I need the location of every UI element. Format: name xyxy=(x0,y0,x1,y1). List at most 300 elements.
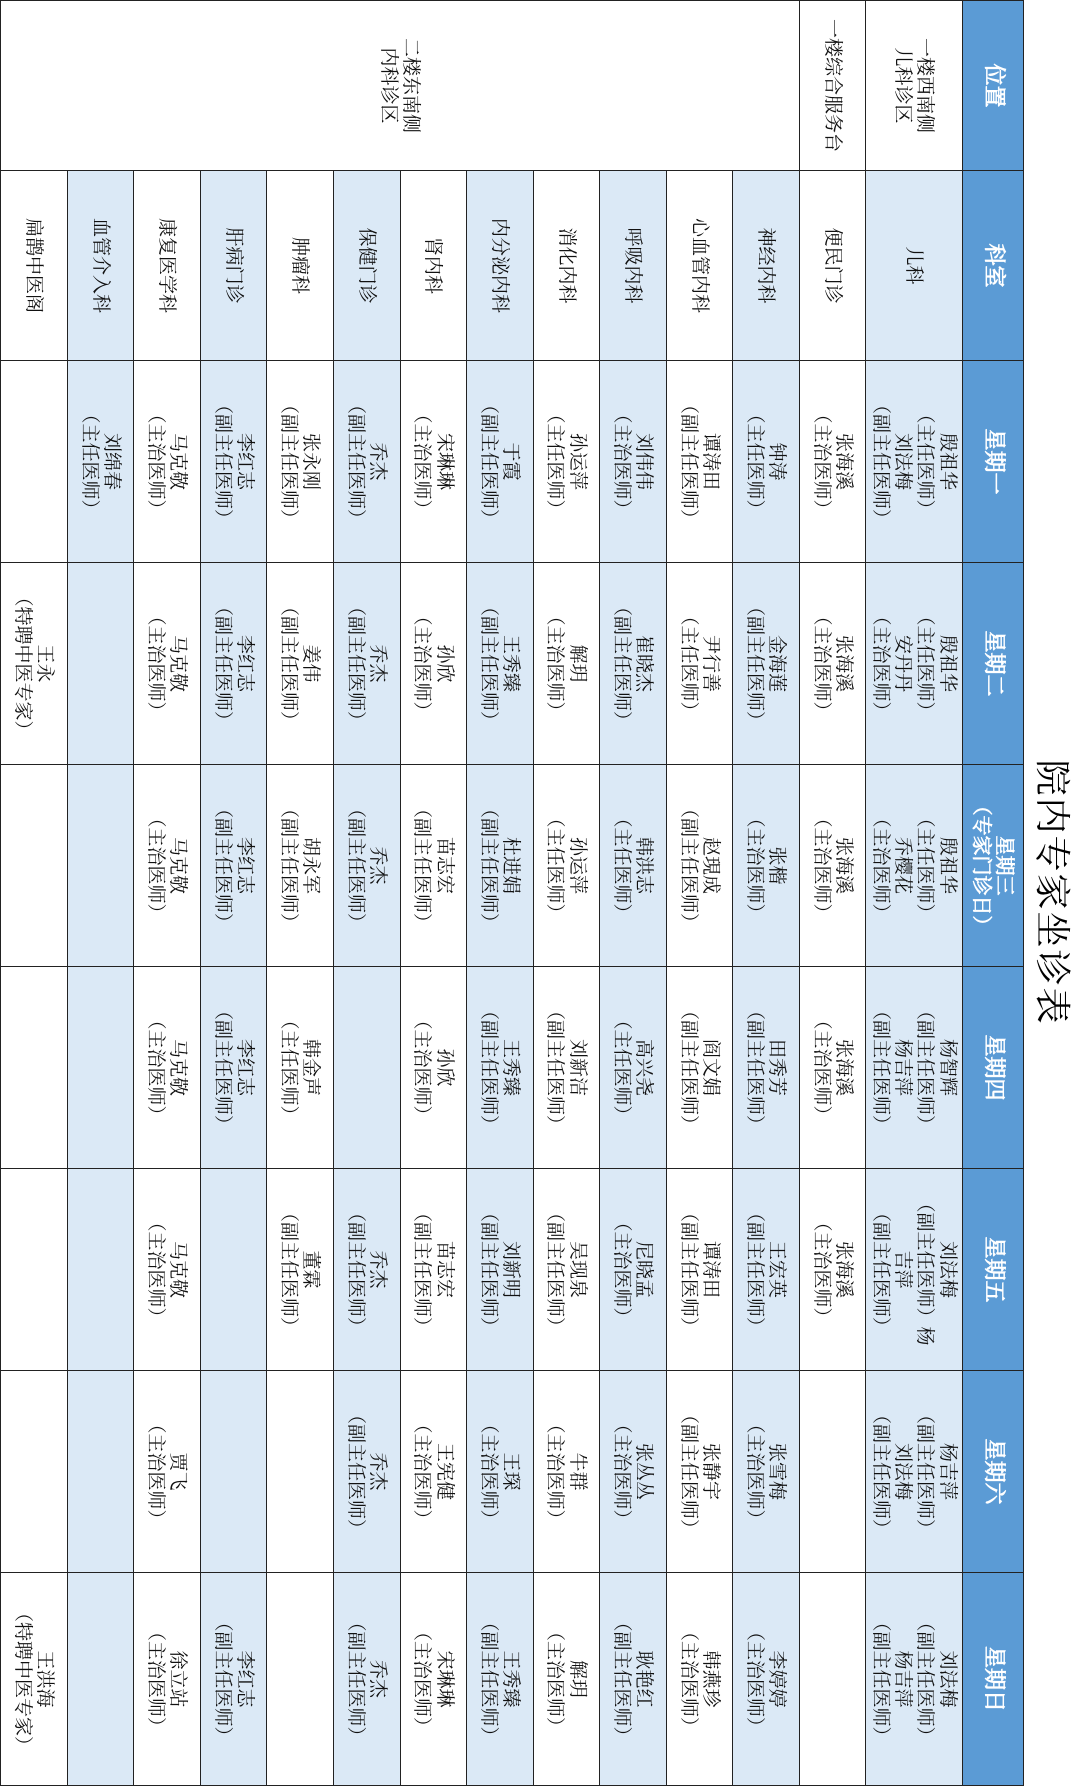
doctor-entry xyxy=(544,404,588,518)
doctor-cell-monday xyxy=(267,361,334,563)
doctor-cell-monday xyxy=(733,361,800,563)
doctor-title: （副主任医师）杨 xyxy=(914,1193,937,1346)
doctor-cell-thursday xyxy=(400,967,467,1169)
doctor-cell-tuesday xyxy=(533,563,600,765)
department-cell: 肝病门诊 xyxy=(200,171,267,361)
department-cell: 呼吸内科 xyxy=(600,171,667,361)
doctor-cell-sunday xyxy=(334,1573,401,1786)
doctor-name: 孙欣 xyxy=(433,644,456,683)
doctor-entry xyxy=(411,1622,455,1736)
doctor-title: （副主任医师） xyxy=(677,798,700,932)
doctor-name: 赵現成 xyxy=(699,836,722,894)
doctor-name: 乔杰 xyxy=(367,644,389,683)
doctor-title: （副主任医师） xyxy=(544,1202,567,1336)
doctor-entry xyxy=(12,1603,56,1755)
doctor-title: （主治医师） xyxy=(870,606,893,721)
doctor-entry xyxy=(544,808,588,922)
doctor-title: （主任医师） xyxy=(914,808,937,923)
doctor-title: （主治医师） xyxy=(544,1621,567,1736)
doctor-title: （副主任医师） xyxy=(344,798,367,932)
doctor-name: 耿艳红 xyxy=(633,1650,656,1708)
doctor-name: 孙运萍 xyxy=(566,432,589,490)
doctor-cell-friday xyxy=(134,1169,201,1371)
doctor-entry xyxy=(744,1414,788,1528)
doctor-name: 苗志宏 xyxy=(433,1240,456,1298)
doctor-name: 王洪海 xyxy=(34,1650,57,1708)
doctor-entry xyxy=(611,1414,655,1528)
doctor-title: （主任医师） xyxy=(611,1010,634,1125)
doctor-cell-sunday xyxy=(400,1573,467,1786)
doctor-name: 张丛丛 xyxy=(633,1442,656,1500)
doctor-cell-thursday xyxy=(67,967,134,1169)
doctor-entry xyxy=(411,1414,455,1528)
doctor-cell-thursday xyxy=(866,967,963,1169)
doctor-name: 刘新洁 xyxy=(566,1038,589,1096)
header-saturday: 星期六 xyxy=(963,1371,1024,1573)
doctor-entry xyxy=(870,1405,959,1538)
doctor-name: 刘法梅 xyxy=(892,1442,915,1500)
doctor-cell-thursday xyxy=(799,967,866,1169)
doctor-cell-thursday xyxy=(733,967,800,1169)
doctor-title: （副主任医师） xyxy=(914,1612,937,1746)
doctor-cell-wednesday xyxy=(267,765,334,967)
doctor-entry xyxy=(677,799,721,932)
doctor-name: 张楷 xyxy=(766,846,789,885)
doctor-title: （副主任医师） xyxy=(611,596,634,730)
doctor-name: 张海溪 xyxy=(832,836,855,894)
doctor-name: 胡永军 xyxy=(300,836,323,894)
doctor-cell-wednesday xyxy=(67,765,134,967)
doctor-entry xyxy=(478,395,522,528)
doctor-cell-saturday xyxy=(799,1371,866,1573)
doctor-cell-monday xyxy=(799,361,866,563)
doctor-cell-sunday xyxy=(666,1573,733,1786)
table-row xyxy=(467,1,534,1786)
doctor-cell-saturday xyxy=(467,1371,534,1573)
doctor-cell-sunday xyxy=(267,1573,334,1786)
location-line: 一楼综合服务台 xyxy=(821,18,844,152)
doctor-title: （特聘中医专家） xyxy=(11,1602,34,1755)
doctor-entry xyxy=(345,799,389,932)
doctor-cell-friday xyxy=(1,1169,68,1371)
doctor-entry xyxy=(677,395,721,528)
doctor-cell-thursday xyxy=(533,967,600,1169)
doctor-name: 殷祖华 xyxy=(936,634,959,692)
doctor-name: 李红志 xyxy=(233,432,256,490)
doctor-name: 孙欣 xyxy=(433,1048,456,1087)
doctor-cell-monday xyxy=(600,361,667,563)
doctor-name: 苗志宏 xyxy=(433,836,456,894)
doctor-title: （副主任医师） xyxy=(344,1612,367,1746)
doctor-cell-friday xyxy=(866,1169,963,1371)
doctor-title: （副主任医师） xyxy=(744,1000,767,1134)
department-cell: 神经内科 xyxy=(733,171,800,361)
table-row xyxy=(600,1,667,1786)
doctor-entry xyxy=(278,1010,322,1124)
doctor-cell-saturday xyxy=(866,1371,963,1573)
table-row xyxy=(1,1,68,1786)
table-row xyxy=(533,1,600,1786)
doctor-entry xyxy=(870,1612,959,1745)
doctor-cell-thursday xyxy=(1,967,68,1169)
doctor-cell-sunday xyxy=(799,1573,866,1786)
doctor-cell-tuesday xyxy=(467,563,534,765)
doctor-entry xyxy=(478,1203,522,1336)
doctor-name: 解玥 xyxy=(566,644,589,683)
doctor-title: （副主任医师） xyxy=(344,596,367,730)
doctor-entry xyxy=(677,1203,721,1336)
doctor-name: 贾飞 xyxy=(167,1452,190,1491)
location-cell xyxy=(799,1,866,171)
doctor-entry xyxy=(811,1010,855,1124)
doctor-title: （主治医师） xyxy=(611,404,634,519)
doctor-name: 王宪健 xyxy=(433,1442,456,1500)
doctor-entry xyxy=(278,597,322,730)
doctor-name: 金海莲 xyxy=(766,634,789,692)
doctor-cell-thursday xyxy=(134,967,201,1169)
doctor-title: （副主任医师） xyxy=(870,394,893,528)
doctor-entry xyxy=(744,1203,788,1336)
doctor-entry xyxy=(211,799,255,932)
doctor-cell-thursday xyxy=(600,967,667,1169)
doctor-name: 李红志 xyxy=(233,1038,256,1096)
doctor-name: 张海溪 xyxy=(832,432,855,490)
doctor-entry xyxy=(278,395,322,528)
department-cell: 肾内科 xyxy=(400,171,467,361)
doctor-name: 吴现泉 xyxy=(566,1240,589,1298)
doctor-cell-tuesday xyxy=(866,563,963,765)
doctor-cell-tuesday xyxy=(799,563,866,765)
doctor-entry xyxy=(345,1612,389,1745)
doctor-title: （副主任医师） xyxy=(211,596,234,730)
doctor-title: （主任医师） xyxy=(544,808,567,923)
doctor-cell-sunday xyxy=(733,1573,800,1786)
doctor-title: （副主任医师） xyxy=(477,1000,500,1134)
doctor-entry xyxy=(811,606,855,720)
doctor-title: （主治医师） xyxy=(411,404,434,519)
doctor-cell-wednesday xyxy=(866,765,963,967)
doctor-cell-saturday xyxy=(334,1371,401,1573)
doctor-name: 尼晓孟 xyxy=(633,1240,656,1298)
doctor-entry xyxy=(145,1622,189,1736)
doctor-entry xyxy=(870,808,959,922)
doctor-title: （主任医师） xyxy=(78,404,101,519)
doctor-entry xyxy=(278,1203,322,1336)
doctor-name: 王永 xyxy=(34,644,57,683)
doctor-entry xyxy=(478,597,522,730)
doctor-entry xyxy=(478,799,522,932)
header-wednesday xyxy=(963,765,1024,967)
doctor-cell-friday xyxy=(733,1169,800,1371)
doctor-entry xyxy=(411,404,455,518)
doctor-name: 杨吉萍 xyxy=(892,1650,915,1708)
doctor-cell-saturday xyxy=(400,1371,467,1573)
doctor-title: （主治医师） xyxy=(411,1621,434,1736)
page-title: 院内专家坐诊表 xyxy=(1031,759,1073,1026)
doctor-cell-saturday xyxy=(67,1371,134,1573)
doctor-name: 解玥 xyxy=(566,1659,589,1698)
doctor-name: 马克敬 xyxy=(167,634,190,692)
doctor-entry xyxy=(744,597,788,730)
doctor-entry xyxy=(611,404,655,518)
doctor-entry xyxy=(544,1622,588,1736)
doctor-title: （主治医师） xyxy=(145,404,168,519)
doctor-title: （主治医师） xyxy=(145,808,168,923)
doctor-title: （副主任医师） xyxy=(677,1202,700,1336)
doctor-title: （主治医师） xyxy=(145,1414,168,1529)
doctor-title: （副主任医师） xyxy=(344,1404,367,1538)
department-cell: 保健门诊 xyxy=(334,171,401,361)
location-line: 内科诊区 xyxy=(377,47,400,124)
doctor-title: （副主任医师） xyxy=(677,394,700,528)
doctor-name: 田秀芳 xyxy=(766,1038,789,1096)
doctor-cell-saturday xyxy=(666,1371,733,1573)
doctor-name: 马克敬 xyxy=(167,432,190,490)
doctor-title: （副主任医师） xyxy=(278,798,301,932)
doctor-name: 张海溪 xyxy=(832,1038,855,1096)
doctor-entry xyxy=(811,404,855,518)
header-department: 科室 xyxy=(963,171,1024,361)
doctor-cell-monday xyxy=(200,361,267,563)
doctor-title: （主任医师） xyxy=(544,404,567,519)
doctor-title: （副主任医师） xyxy=(477,798,500,932)
doctor-title: （主任医师） xyxy=(677,606,700,721)
doctor-name: 谭涛田 xyxy=(699,1240,722,1298)
doctor-entry xyxy=(145,606,189,720)
doctor-cell-tuesday xyxy=(200,563,267,765)
doctor-title: （主治医师） xyxy=(810,606,833,721)
doctor-name: 殷祖华 xyxy=(936,836,959,894)
doctor-entry xyxy=(870,1001,959,1134)
doctor-title: （副主任医师） xyxy=(611,1612,634,1746)
doctor-cell-sunday xyxy=(200,1573,267,1786)
doctor-title: （主任医师） xyxy=(744,404,767,519)
doctor-cell-sunday xyxy=(467,1573,534,1786)
doctor-title: （副主任医师） xyxy=(211,394,234,528)
doctor-name: 宋琳琳 xyxy=(433,1650,456,1708)
doctor-name: 吉萍 xyxy=(892,1250,915,1289)
doctor-title: （主治医师） xyxy=(145,1621,168,1736)
doctor-name: 刘法梅 xyxy=(936,1240,959,1298)
doctor-entry xyxy=(544,1203,588,1336)
doctor-cell-monday xyxy=(666,361,733,563)
location-line: 一楼西南侧 xyxy=(914,37,937,133)
department-cell: 血管介入科 xyxy=(67,171,134,361)
doctor-entry xyxy=(677,606,721,720)
department-cell: 扁鹊中医阁 xyxy=(1,171,68,361)
doctor-cell-tuesday xyxy=(267,563,334,765)
doctor-entry xyxy=(211,1612,255,1745)
doctor-title: （主治医师） xyxy=(810,1010,833,1125)
doctor-cell-thursday xyxy=(200,967,267,1169)
doctor-title: （副主任医师） xyxy=(544,1000,567,1134)
doctor-name: 阎文娟 xyxy=(699,1038,722,1096)
doctor-title: （主治医师） xyxy=(544,1414,567,1529)
table-row xyxy=(134,1,201,1786)
header-wednesday-note: （专家门诊日） xyxy=(970,795,994,936)
doctor-title: （主治医师） xyxy=(744,1621,767,1736)
doctor-title: （副主任医师） xyxy=(411,798,434,932)
doctor-cell-tuesday xyxy=(67,563,134,765)
doctor-cell-monday xyxy=(400,361,467,563)
doctor-name: 姜伟 xyxy=(300,644,323,683)
doctor-name: 乔杰 xyxy=(367,1452,389,1491)
doctor-cell-friday xyxy=(400,1169,467,1371)
doctor-title: （副主任医师） xyxy=(477,596,500,730)
doctor-name: 乔樱花 xyxy=(892,836,915,894)
doctor-name: 马克敬 xyxy=(167,1240,190,1298)
doctor-entry xyxy=(12,587,56,739)
doctor-cell-tuesday xyxy=(134,563,201,765)
doctor-name: 乔杰 xyxy=(367,1659,389,1698)
doctor-title: （副主任医师） xyxy=(870,1000,893,1134)
doctor-name: 李红志 xyxy=(233,1650,256,1708)
doctor-name: 张永刚 xyxy=(300,432,323,490)
doctor-title: （主治医师） xyxy=(677,1621,700,1736)
department-cell: 消化内科 xyxy=(533,171,600,361)
doctor-title: （副主任医师） xyxy=(344,1202,367,1336)
doctor-entry xyxy=(478,1001,522,1134)
doctor-entry xyxy=(145,1414,189,1528)
doctor-name: 宋琳琳 xyxy=(433,432,456,490)
doctor-entry xyxy=(411,606,455,720)
doctor-name: 董霖 xyxy=(300,1250,323,1289)
doctor-entry xyxy=(345,1203,389,1336)
doctor-cell-wednesday xyxy=(1,765,68,967)
doctor-name: 杜进娟 xyxy=(500,836,523,894)
doctor-name: 张静宇 xyxy=(699,1442,722,1500)
doctor-title: （特聘中医专家） xyxy=(11,587,34,740)
doctor-title: （主治医师） xyxy=(810,404,833,519)
doctor-name: 张海溪 xyxy=(832,634,855,692)
doctor-cell-monday xyxy=(533,361,600,563)
table-row xyxy=(866,1,963,1786)
doctor-cell-monday xyxy=(334,361,401,563)
doctor-cell-friday xyxy=(666,1169,733,1371)
doctor-cell-tuesday xyxy=(400,563,467,765)
doctor-entry xyxy=(677,1001,721,1134)
department-cell: 儿科 xyxy=(866,171,963,361)
doctor-cell-friday xyxy=(533,1169,600,1371)
doctor-cell-tuesday xyxy=(666,563,733,765)
doctor-entry xyxy=(744,404,788,518)
doctor-entry xyxy=(611,808,655,922)
doctor-cell-friday xyxy=(267,1169,334,1371)
doctor-entry xyxy=(411,1203,455,1336)
doctor-entry xyxy=(145,808,189,922)
doctor-entry xyxy=(811,1212,855,1326)
doctor-cell-wednesday xyxy=(733,765,800,967)
doctor-title: （主治医师） xyxy=(145,606,168,721)
doctor-entry xyxy=(611,1010,655,1124)
doctor-cell-wednesday xyxy=(666,765,733,967)
doctor-cell-wednesday xyxy=(134,765,201,967)
doctor-name: 乔杰 xyxy=(367,442,389,481)
doctor-name: 马克敬 xyxy=(167,1038,190,1096)
doctor-title: （主治医师） xyxy=(810,808,833,923)
doctor-title: （副主任医师） xyxy=(744,596,767,730)
doctor-entry xyxy=(145,404,189,518)
doctor-entry xyxy=(145,1212,189,1326)
doctor-cell-monday xyxy=(134,361,201,563)
doctor-cell-sunday xyxy=(134,1573,201,1786)
doctor-title: （主任医师） xyxy=(914,404,937,519)
doctor-cell-sunday xyxy=(1,1573,68,1786)
table-row xyxy=(799,1,866,1786)
doctor-name: 李红志 xyxy=(233,836,256,894)
doctor-cell-thursday xyxy=(666,967,733,1169)
doctor-entry xyxy=(211,395,255,528)
doctor-cell-wednesday xyxy=(400,765,467,967)
location-line: 儿科诊区 xyxy=(892,47,915,124)
doctor-name: 牛群 xyxy=(566,1452,589,1491)
location-cell xyxy=(866,1,963,171)
doctor-title: （副主任医师） xyxy=(870,1202,893,1336)
table-row xyxy=(267,1,334,1786)
doctor-title: （主治医师） xyxy=(744,808,767,923)
doctor-title: （主治医师） xyxy=(477,1414,500,1529)
doctor-entry xyxy=(611,1212,655,1326)
doctor-entry xyxy=(345,1405,389,1538)
doctor-title: （主任医师） xyxy=(914,606,937,721)
doctor-entry xyxy=(544,606,588,720)
doctor-entry xyxy=(870,395,959,528)
doctor-title: （主治医师） xyxy=(145,1212,168,1327)
doctor-cell-saturday xyxy=(1,1371,68,1573)
department-cell: 康复医学科 xyxy=(134,171,201,361)
doctor-cell-tuesday xyxy=(733,563,800,765)
doctor-name: 刘伟伟 xyxy=(633,432,656,490)
doctor-entry xyxy=(345,395,389,528)
doctor-name: 乔杰 xyxy=(367,846,389,885)
doctor-title: （副主任医师） xyxy=(870,1612,893,1746)
doctor-entry xyxy=(744,1622,788,1736)
doctor-title: （副主任医师） xyxy=(278,596,301,730)
doctor-cell-saturday xyxy=(134,1371,201,1573)
doctor-title: （副主任医师） xyxy=(477,1202,500,1336)
department-cell: 心血管内科 xyxy=(666,171,733,361)
doctor-title: （主治医师） xyxy=(411,1010,434,1125)
doctor-name: 李红志 xyxy=(233,634,256,692)
doctor-name: 安丹丹 xyxy=(892,634,915,692)
doctor-entry xyxy=(478,1612,522,1745)
header-sunday: 星期日 xyxy=(963,1573,1024,1786)
doctor-name: 杨智辉 xyxy=(936,1038,959,1096)
doctor-name: 王秀臻 xyxy=(500,1038,523,1096)
table-row xyxy=(200,1,267,1786)
doctor-name: 高兴尧 xyxy=(633,1038,656,1096)
doctor-cell-wednesday xyxy=(467,765,534,967)
doctor-title: （副主任医师） xyxy=(477,394,500,528)
doctor-name: 韩洪志 xyxy=(633,836,656,894)
doctor-cell-sunday xyxy=(600,1573,667,1786)
doctor-entry xyxy=(811,808,855,922)
doctor-title: （副主任医师） xyxy=(677,1404,700,1538)
doctor-entry xyxy=(211,1001,255,1134)
table-row xyxy=(400,1,467,1786)
doctor-cell-friday xyxy=(67,1169,134,1371)
doctor-cell-thursday xyxy=(267,967,334,1169)
doctor-title: （主治医师） xyxy=(411,606,434,721)
doctor-entry xyxy=(345,597,389,730)
doctor-cell-friday xyxy=(200,1169,267,1371)
doctor-title: （副主任医师） xyxy=(477,1612,500,1746)
doctor-title: （副主任医师） xyxy=(914,1000,937,1134)
doctor-entry xyxy=(478,1414,522,1528)
doctor-title: （副主任医师） xyxy=(677,1000,700,1134)
doctor-entry xyxy=(211,597,255,730)
location-cell xyxy=(1,1,800,171)
